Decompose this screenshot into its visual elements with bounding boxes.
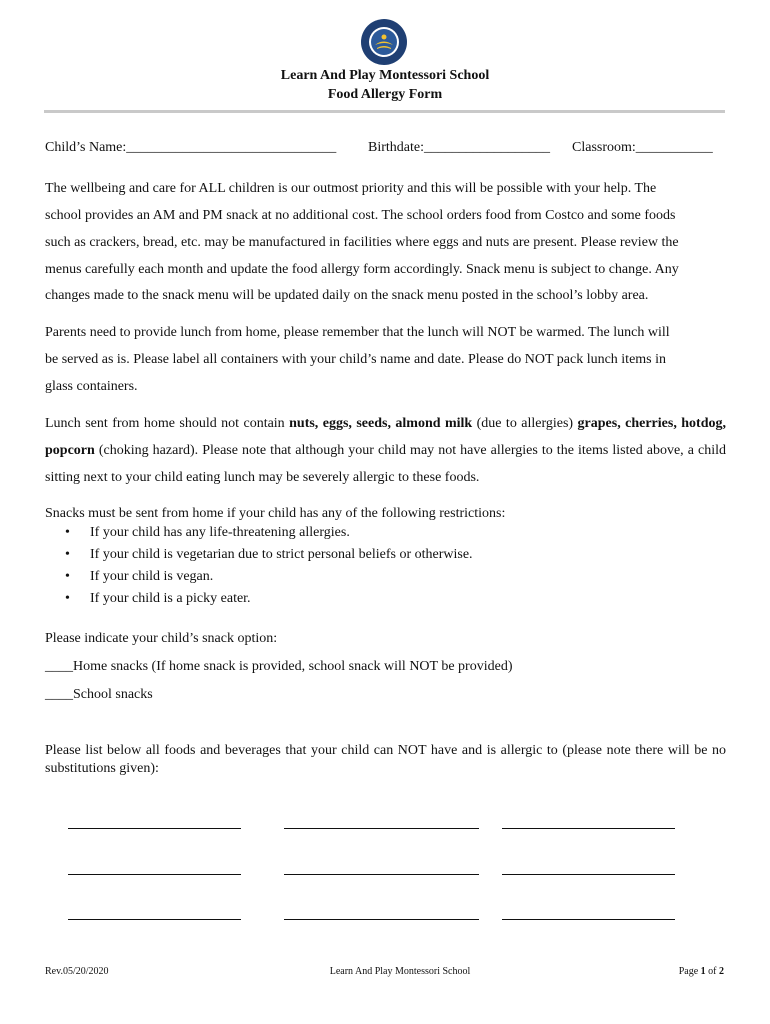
intro-line: menus carefully each month and update the food allergy form accordingly. Snack menu is subject to change. Any (45, 262, 679, 277)
restrictions-text: (choking hazard). Please note that although your child may not have allergies to the items listed above, a child sitting next to your child eating lunch may be severely allergic to these foods. (45, 443, 726, 485)
intro-line: changes made to the snack menu will be updated daily on the snack menu posted in the school’s lobby area. (45, 288, 649, 303)
list-item-text: If your child is vegan. (90, 569, 214, 584)
page-number (679, 966, 724, 977)
snack-option-prompt: Please indicate your child’s snack option: (45, 631, 278, 646)
intro-line: school provides an AM and PM snack at no additional cost. The school orders food from Costco and some foods (45, 208, 676, 223)
school-name: Learn And Play Montessori School (280, 68, 490, 83)
allergy-entry-line[interactable] (284, 874, 479, 875)
allergy-entry-line[interactable] (68, 874, 241, 875)
lunch-restrictions-paragraph (45, 410, 726, 491)
allergy-list-prompt: Please list below all foods and beverages that your child can NOT have and is allergic to (please note there will be no substitutions given): (45, 743, 726, 776)
allergen-list: nuts, eggs, seeds, almond milk (289, 416, 473, 431)
allergy-entry-line[interactable] (68, 828, 241, 829)
childs-name-field[interactable]: Child’s Name:______________________________ (45, 140, 337, 155)
allergy-entry-line[interactable] (502, 919, 675, 920)
lunch-line: glass containers. (45, 379, 138, 394)
choking-hazard-list: grapes, cherries, hotdog, popcorn (45, 416, 726, 458)
header-divider (44, 110, 725, 113)
allergy-entry-line[interactable] (502, 874, 675, 875)
list-item-text: If your child is vegetarian due to strict personal beliefs or otherwise. (90, 547, 473, 562)
school-logo (360, 18, 408, 66)
allergy-entry-line[interactable] (502, 828, 675, 829)
page-label: of (705, 966, 719, 977)
form-title: Food Allergy Form (327, 87, 443, 102)
list-item-text: If your child has any life-threatening allergies. (90, 525, 350, 540)
allergy-entry-line[interactable] (284, 919, 479, 920)
intro-line: such as crackers, bread, etc. may be manufactured in facilities where eggs and nuts are present. Please review the (45, 235, 679, 250)
revision-date: Rev.05/20/2020 (45, 966, 109, 977)
allergy-entry-line[interactable] (284, 828, 479, 829)
page-total: 2 (719, 966, 724, 977)
list-item-text: If your child is a picky eater. (90, 591, 251, 606)
allergy-entry-line[interactable] (68, 919, 241, 920)
lunch-line: be served as is. Please label all containers with your child’s name and date. Please do NOT pack lunch items in (45, 352, 667, 367)
intro-line: The wellbeing and care for ALL children is our outmost priority and this will be possible with your help. The (45, 181, 657, 196)
footer-school-name: Learn And Play Montessori School (329, 966, 471, 977)
page-current: 1 (700, 966, 706, 977)
restrictions-text: Lunch sent from home should not contain (45, 416, 290, 431)
classroom-field[interactable]: Classroom:___________ (572, 140, 713, 155)
snacks-intro: Snacks must be sent from home if your child has any of the following restrictions: (45, 506, 506, 521)
home-snacks-option[interactable]: ____Home snacks (If home snack is provided, school snack will NOT be provided) (45, 659, 513, 674)
birthdate-field[interactable]: Birthdate:__________________ (368, 140, 550, 155)
school-snacks-option[interactable]: ____School snacks (45, 687, 153, 702)
lunch-line: Parents need to provide lunch from home, please remember that the lunch will NOT be warmed. The lunch will (45, 325, 670, 340)
restrictions-text: (due to allergies) (472, 416, 578, 431)
page-label: Page (678, 966, 701, 977)
